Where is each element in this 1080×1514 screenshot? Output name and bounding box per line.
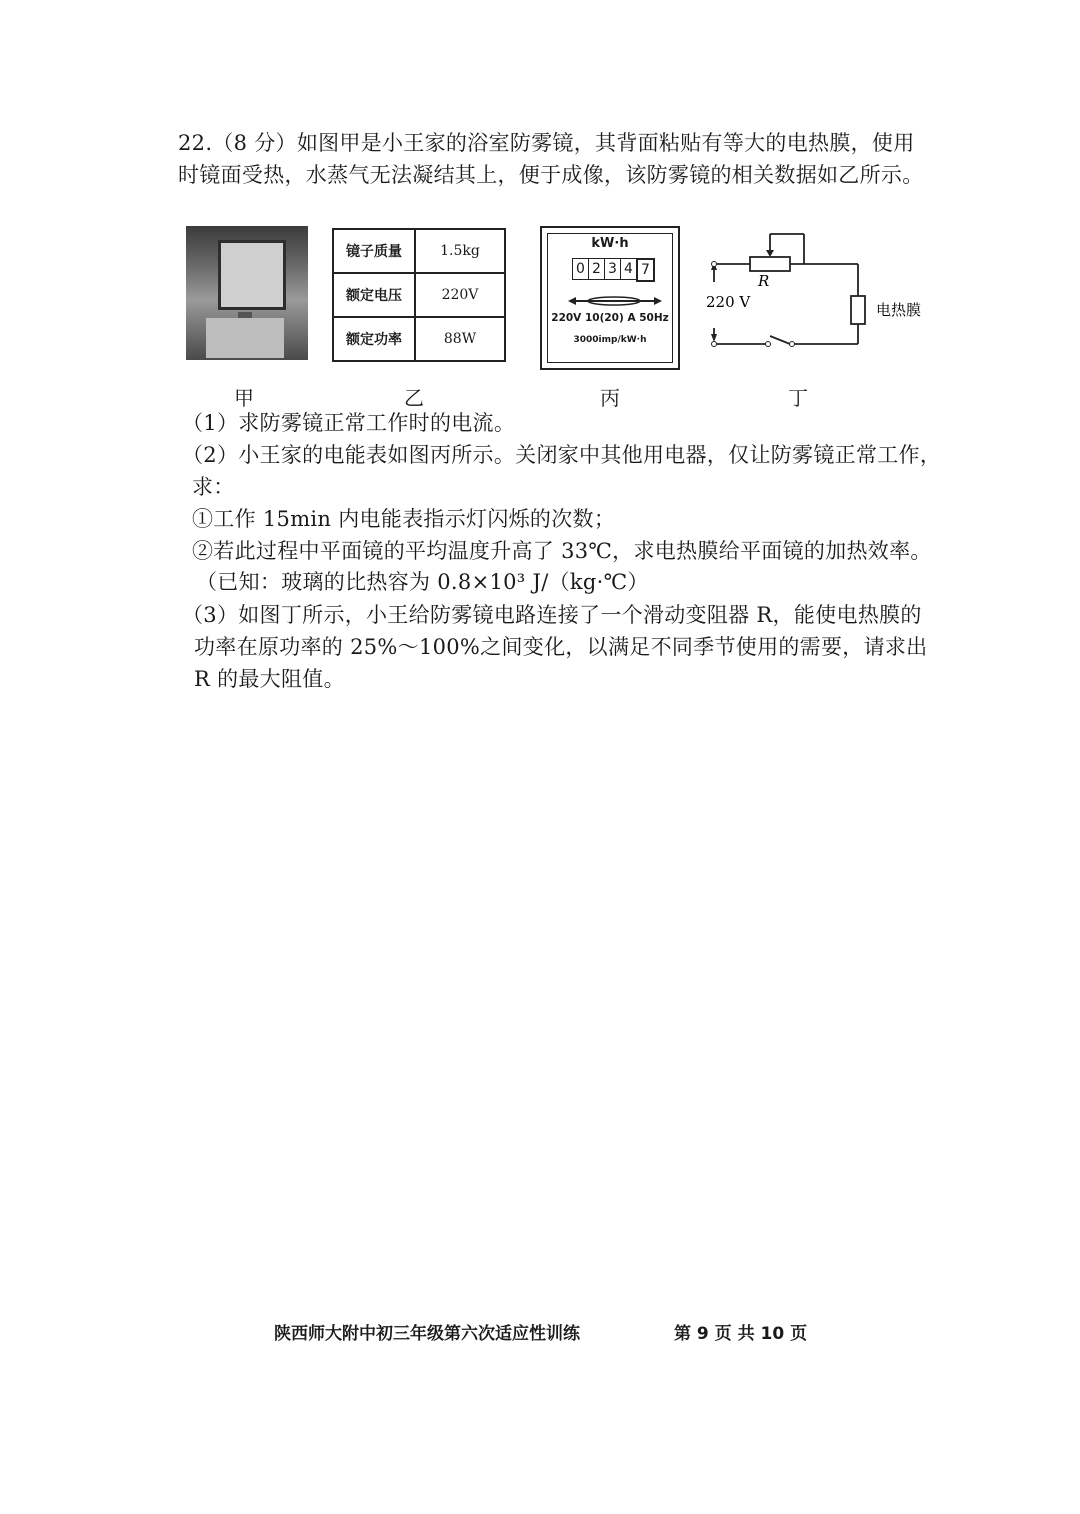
spec-key: 额定功率 — [333, 317, 415, 361]
question-text-line-2: 时镜面受热，水蒸气无法凝结其上，便于成像，该防雾镜的相关数据如乙所示。 — [178, 163, 924, 187]
energy-meter — [540, 226, 680, 370]
footer-school: 陕西师大附中初三年级第六次适应性训练 — [274, 1324, 580, 1344]
table-row — [333, 229, 505, 273]
caption-bing: 丙 — [600, 386, 620, 410]
part-2-sub-1: ①工作 15min 内电能表指示灯闪烁的次数； — [192, 507, 616, 531]
meter-impulses: 3000imp/kW·h — [573, 335, 647, 345]
part-3-end: R 的最大阻值。 — [194, 667, 345, 691]
spec-table — [332, 228, 506, 362]
part-2: （2）小王家的电能表如图丙所示。关闭家中其他用电器，仅让防雾镜正常工作， — [182, 443, 942, 467]
table-row — [333, 273, 505, 317]
question-text-line-1: 22.（8 分）如图甲是小王家的浴室防雾镜，其背面粘贴有等大的电热膜，使用 — [178, 131, 915, 155]
footer-page-number: 第 9 页 共 10 页 — [674, 1324, 808, 1344]
given-info: （已知：玻璃的比热容为 0.8×10³ J/（kg·℃） — [196, 570, 649, 594]
meter-digit: 7 — [636, 258, 655, 282]
meter-digit: 0 — [572, 258, 589, 280]
part-2-cont: 求： — [192, 475, 235, 499]
bathroom-mirror-photo — [186, 226, 308, 360]
spec-value: 1.5kg — [415, 229, 505, 273]
spec-value: 220V — [415, 273, 505, 317]
circuit-diagram — [706, 224, 946, 364]
caption-jia: 甲 — [234, 386, 254, 410]
spec-key: 镜子质量 — [333, 229, 415, 273]
part-2-sub-2: ②若此过程中平面镜的平均温度升高了 33℃，求电热膜给平面镜的加热效率。 — [192, 539, 932, 563]
meter-digit: 3 — [604, 258, 621, 280]
part-1: （1）求防雾镜正常工作时的电流。 — [182, 411, 516, 435]
meter-digit: 4 — [620, 258, 637, 280]
caption-ding: 丁 — [788, 386, 808, 410]
spec-key: 额定电压 — [333, 273, 415, 317]
figure-row — [186, 224, 946, 410]
spec-value: 88W — [415, 317, 505, 361]
caption-yi: 乙 — [404, 386, 424, 410]
table-row — [333, 317, 505, 361]
meter-rating: 220V 10(20) A 50Hz — [551, 312, 669, 324]
voltage-label: 220 V — [706, 293, 751, 311]
meter-digits — [573, 258, 655, 282]
film-label: 电热膜 — [876, 301, 922, 319]
part-3-cont: 功率在原功率的 25%～100%之间变化，以满足不同季节使用的需要，请求出 — [194, 635, 928, 659]
resistor-label: R — [758, 272, 770, 290]
part-3: （3）如图丁所示，小王给防雾镜电路连接了一个滑动变阻器 R，能使电热膜的 — [182, 603, 922, 627]
meter-unit: kW·h — [591, 236, 629, 251]
meter-digit: 2 — [588, 258, 605, 280]
